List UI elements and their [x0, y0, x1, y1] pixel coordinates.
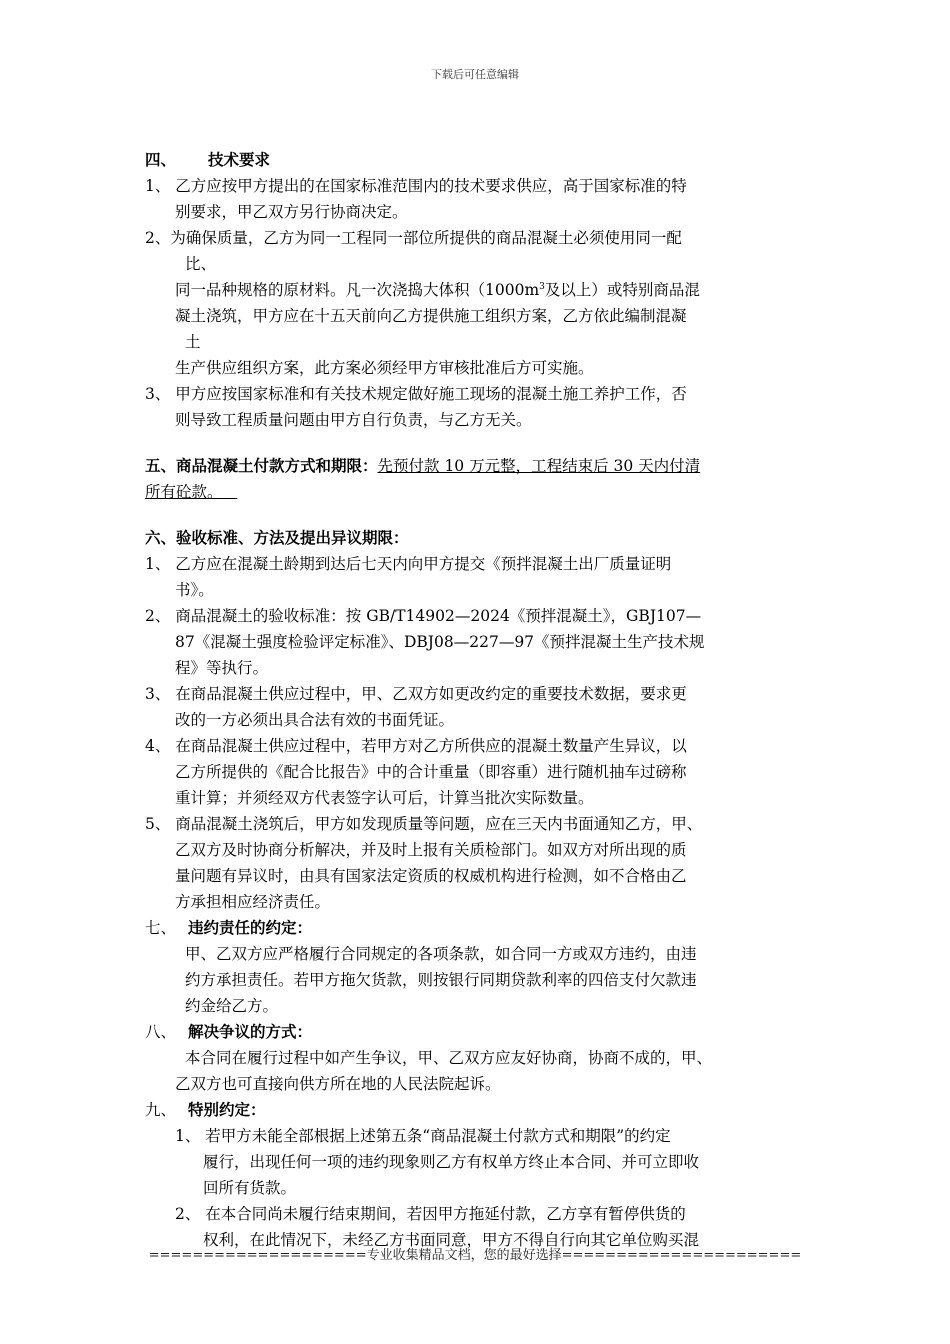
- page-header: 下载后可任意编辑: [431, 68, 519, 81]
- section9-line: 履行，出现任何一项的违约现象则乙方有权单方终止本合同、并可立即收: [203, 1153, 700, 1171]
- section4-line: 比、: [185, 255, 217, 273]
- section9-line: 回所有货款。: [203, 1179, 297, 1197]
- section4-heading: [145, 147, 825, 173]
- section4-title: 技术要求: [208, 150, 271, 169]
- section6-line: 方承担相应经济责任。: [175, 893, 331, 911]
- section6-line: 1、 乙方应在混凝土龄期到达后七天内向甲方提交《预拌混凝土出厂质量证明: [145, 555, 672, 573]
- section6-line: 改的一方必须出具合法有效的书面凭证。: [175, 711, 455, 729]
- section6-line: 2、 商品混凝土的验收标准：按 GB/T14902—2024《预拌混凝土》，GBJ107—: [145, 607, 702, 625]
- section4-line: 生产供应组织方案，此方案必须经甲方审核批准后方可实施。: [175, 359, 594, 377]
- section6-line: 5、 商品混凝土浇筑后，甲方如发现质量等问题，应在三天内书面通知乙方，甲、: [145, 815, 703, 833]
- section4-line: 3、 甲方应按国家标准和有关技术规定做好施工现场的混凝土施工养护工作，否: [145, 385, 687, 403]
- section7-number: 七、: [145, 919, 177, 937]
- section8-line: 乙双方也可直接向供方所在地的人民法院起诉。: [175, 1075, 501, 1093]
- section4-line: 凝土浇筑，甲方应在十五天前向乙方提供施工组织方案，乙方依此编制混凝: [175, 307, 687, 325]
- section7-line: 约方承担责任。若甲方拖欠货款，则按银行同期贷款利率的四倍支付欠款违: [185, 971, 697, 989]
- section4-line: 土: [185, 333, 201, 351]
- section4-number: 四、: [145, 150, 177, 169]
- section4-line: 则导致工程质量问题由甲方自行负责，与乙方无关。: [175, 411, 532, 429]
- section4-line: 2、为确保质量，乙方为同一工程同一部位所提供的商品混凝土必须使用同一配: [145, 229, 682, 247]
- section6-line: 程》等执行。: [175, 659, 269, 677]
- section7-title: 违约责任的约定：: [188, 918, 313, 937]
- section9-line: 权利，在此情况下，未经乙方书面同意，甲方不得自行向其它单位购买混: [203, 1231, 700, 1249]
- section9-line: 1、 若甲方未能全部根据上述第五条“商品混凝土付款方式和期限”的约定: [175, 1127, 671, 1145]
- section5-terms: 先预付款 10 万元整，工程结束后 30 天内付清: [377, 457, 701, 475]
- section9-title: 特别约定：: [188, 1100, 266, 1119]
- section6-title: 六、验收标准、方法及提出异议期限：: [145, 528, 409, 547]
- section5-title: 五、商品混凝土付款方式和期限：: [145, 456, 378, 475]
- section6-line: 4、 在商品混凝土供应过程中，若甲方对乙方所供应的混凝土数量产生异议，以: [145, 737, 687, 755]
- section6-line: 重计算；并须经双方代表签字认可后，计算当批次实际数量。: [175, 789, 594, 807]
- section8-number: 八、: [145, 1023, 177, 1041]
- section6-line: 书》。: [175, 581, 214, 599]
- contract-body: [145, 147, 825, 1253]
- section6-line: 乙方所提供的《配合比报告》中的合计重量（即容重）进行随机抽车过磅称: [175, 763, 687, 781]
- section6-line: 87《混凝土强度检验评定标准》、DBJ08—227—97《预拌混凝土生产技术规: [175, 633, 705, 651]
- section5-line: 所有砼款。: [145, 483, 223, 501]
- section4-line: 1、 乙方应按甲方提出的在国家标准范围内的技术要求供应，高于国家标准的特: [145, 177, 687, 195]
- section7-line: 甲、乙双方应严格履行合同规定的各项条款，如合同一方或双方违约，由违: [185, 945, 697, 963]
- section6-line: 3、 在商品混凝土供应过程中，甲、乙双方如更改约定的重要技术数据，要求更: [145, 685, 687, 703]
- section4-line: 同一品种规格的原材料。凡一次浇捣大体积（$1000m^3$及以上）或特别商品混: [175, 281, 700, 299]
- section9-heading: [145, 1097, 825, 1123]
- section6-line: 量问题有异议时，由具有国家法定资质的权威机构进行检测，如不合格由乙: [175, 867, 687, 885]
- section6-line: 乙双方及时协商分析解决，并及时上报有关质检部门。如双方对所出现的质: [175, 841, 687, 859]
- section8-line: 本合同在履行过程中如产生争议，甲、乙双方应友好协商，协商不成的，甲、: [185, 1049, 713, 1067]
- section7-line: 约金给乙方。: [185, 997, 279, 1015]
- section9-line: 2、 在本合同尚未履行结束期间，若因甲方拖延付款，乙方享有暂停供货的: [175, 1205, 686, 1223]
- page-footer: ====================专业收集精品文档，您的最好选择======================: [148, 1248, 802, 1263]
- section8-title: 解决争议的方式：: [188, 1022, 313, 1041]
- section7-heading: [145, 915, 825, 941]
- section9-number: 九、: [145, 1101, 177, 1119]
- section8-heading: [145, 1019, 825, 1045]
- section5-heading: [145, 453, 825, 479]
- section4-line: 别要求，甲乙双方另行协商决定。: [175, 203, 408, 221]
